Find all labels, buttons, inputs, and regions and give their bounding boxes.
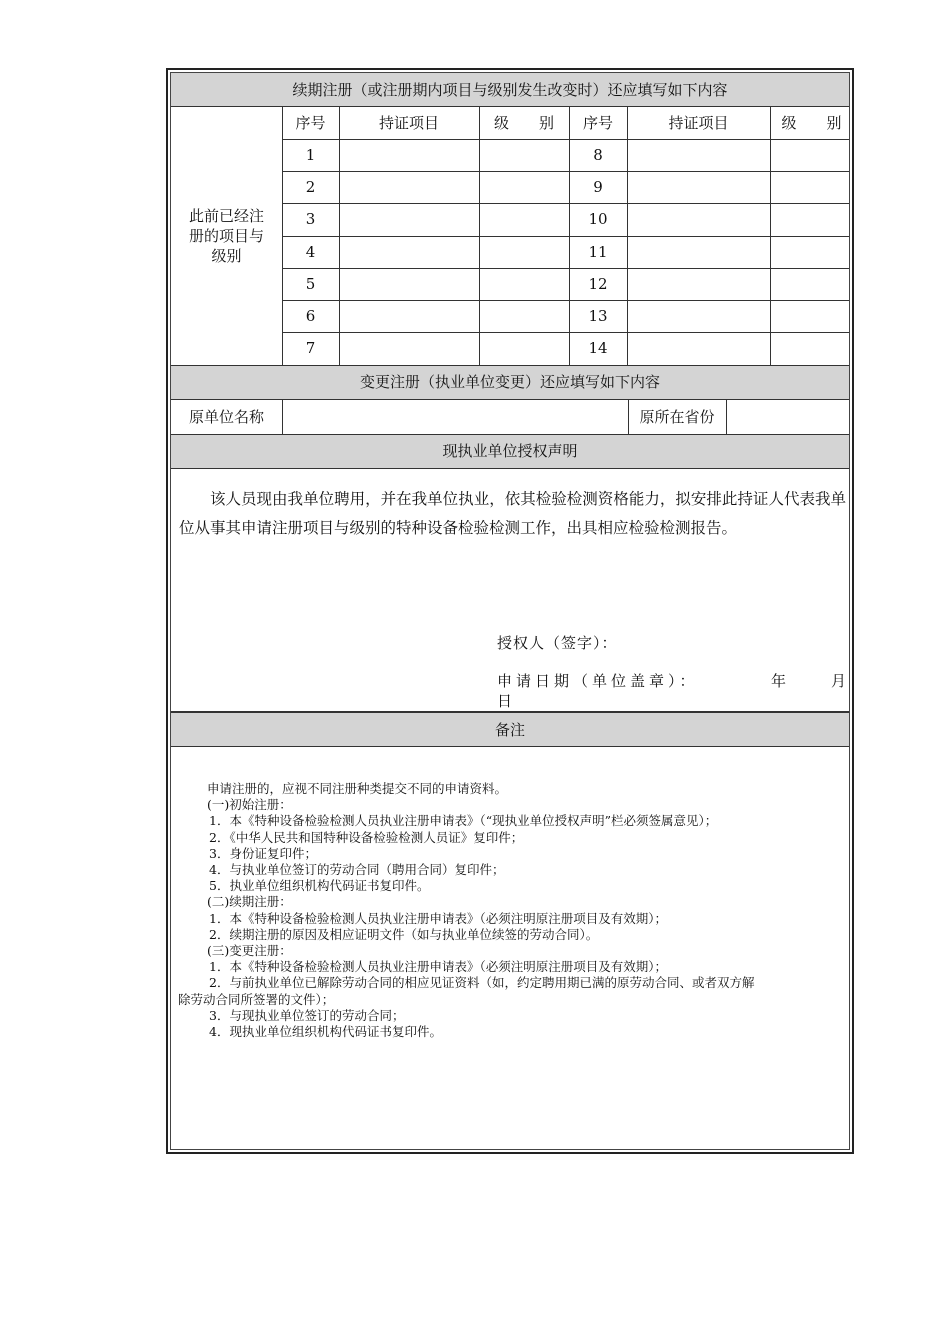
original-province-label: 原所在省份 [639, 408, 715, 426]
note-line: 3．与现执业单位签订的劳动合同； [209, 1007, 405, 1023]
note-line: 3．身份证复印件； [209, 845, 317, 861]
note-line: 2．《中华人民共和国特种设备检验检测人员证》复印件； [209, 829, 524, 845]
row-num: 1 [305, 146, 316, 164]
row-num: 14 [588, 339, 608, 357]
form-frame [166, 68, 854, 1154]
note-line: 除劳动合同所签署的文件）； [178, 991, 335, 1007]
row-num: 2 [305, 178, 316, 196]
row-num: 12 [588, 275, 608, 293]
note-line: 4．现执业单位组织机构代码证书复印件。 [209, 1024, 442, 1040]
note-line: 2．与前执业单位已解除劳动合同的相应见证资料（如，约定聘用期已满的原劳动合同、或者双方解 [209, 975, 755, 991]
date-month: 月 [831, 672, 847, 690]
authorization-statement: 该人员现由我单位聘用，并在我单位执业，依其检验检测资格能力，拟安排此持证人代表我单位从事其申请注册项目与级别的特种设备检验检测工作，出具相应检验检测报告。 [179, 490, 846, 537]
row-num: 4 [305, 243, 316, 261]
col-level-right: 级 别 [781, 114, 842, 132]
col-seq-left: 序号 [295, 114, 326, 132]
row-num: 5 [305, 275, 316, 293]
note-line: 4．与执业单位签订的劳动合同（聘用合同）复印件； [209, 862, 505, 878]
col-item-left: 持证项目 [378, 114, 439, 132]
col-level-left: 级 别 [493, 114, 554, 132]
note-line: 1．本《特种设备检验检测人员执业注册申请表》（必须注明原注册项目及有效期）； [209, 910, 667, 926]
authorizer-signature: 授权人（签字）： [497, 634, 618, 652]
note-line: 5．执业单位组织机构代码证书复印件。 [209, 878, 430, 894]
date-day: 日 [497, 692, 513, 710]
row-num: 3 [305, 210, 316, 228]
authorization-header: 现执业单位授权声明 [171, 434, 849, 469]
previous-registration-label: 此前已经注册的项目与级别 [188, 207, 264, 265]
row-num: 8 [593, 146, 603, 164]
note-line: 1．本《特种设备检验检测人员执业注册申请表》（必须注明原注册项目及有效期）； [209, 959, 667, 975]
note-line: (三)变更注册： [207, 943, 292, 959]
note-line: (一)初始注册： [207, 797, 292, 813]
col-item-right: 持证项目 [668, 114, 729, 132]
row-num: 6 [305, 307, 316, 325]
renewal-header: 续期注册（或注册期内项目与级别发生改变时）还应填写如下内容 [171, 73, 849, 107]
row-num: 7 [305, 339, 316, 357]
note-line: 2．续期注册的原因及相应证明文件（如与执业单位续签的劳动合同）。 [209, 926, 599, 942]
col-seq-right: 序号 [582, 114, 613, 132]
note-line: 申请注册的，应视不同注册种类提交不同的申请资料。 [207, 781, 508, 796]
row-num: 11 [588, 243, 608, 261]
note-line: (二)续期注册： [207, 894, 292, 910]
date-year: 年 [771, 672, 787, 690]
remarks-notes [178, 781, 850, 1040]
application-date-label: 申请日期（单位盖章）： [497, 672, 699, 690]
row-num: 13 [588, 307, 608, 325]
form-inner [170, 72, 850, 1150]
change-header: 变更注册（执业单位变更）还应填写如下内容 [171, 365, 849, 400]
original-unit-label: 原单位名称 [188, 408, 264, 426]
row-num: 10 [588, 210, 608, 228]
note-line: 1．本《特种设备检验检测人员执业注册申请表》（“现执业单位授权声明”栏必须签属意见）； [209, 813, 718, 829]
original-unit-field[interactable] [282, 400, 628, 434]
original-province-field[interactable] [726, 400, 853, 434]
remarks-header: 备注 [171, 711, 849, 747]
row-num: 9 [593, 178, 603, 196]
